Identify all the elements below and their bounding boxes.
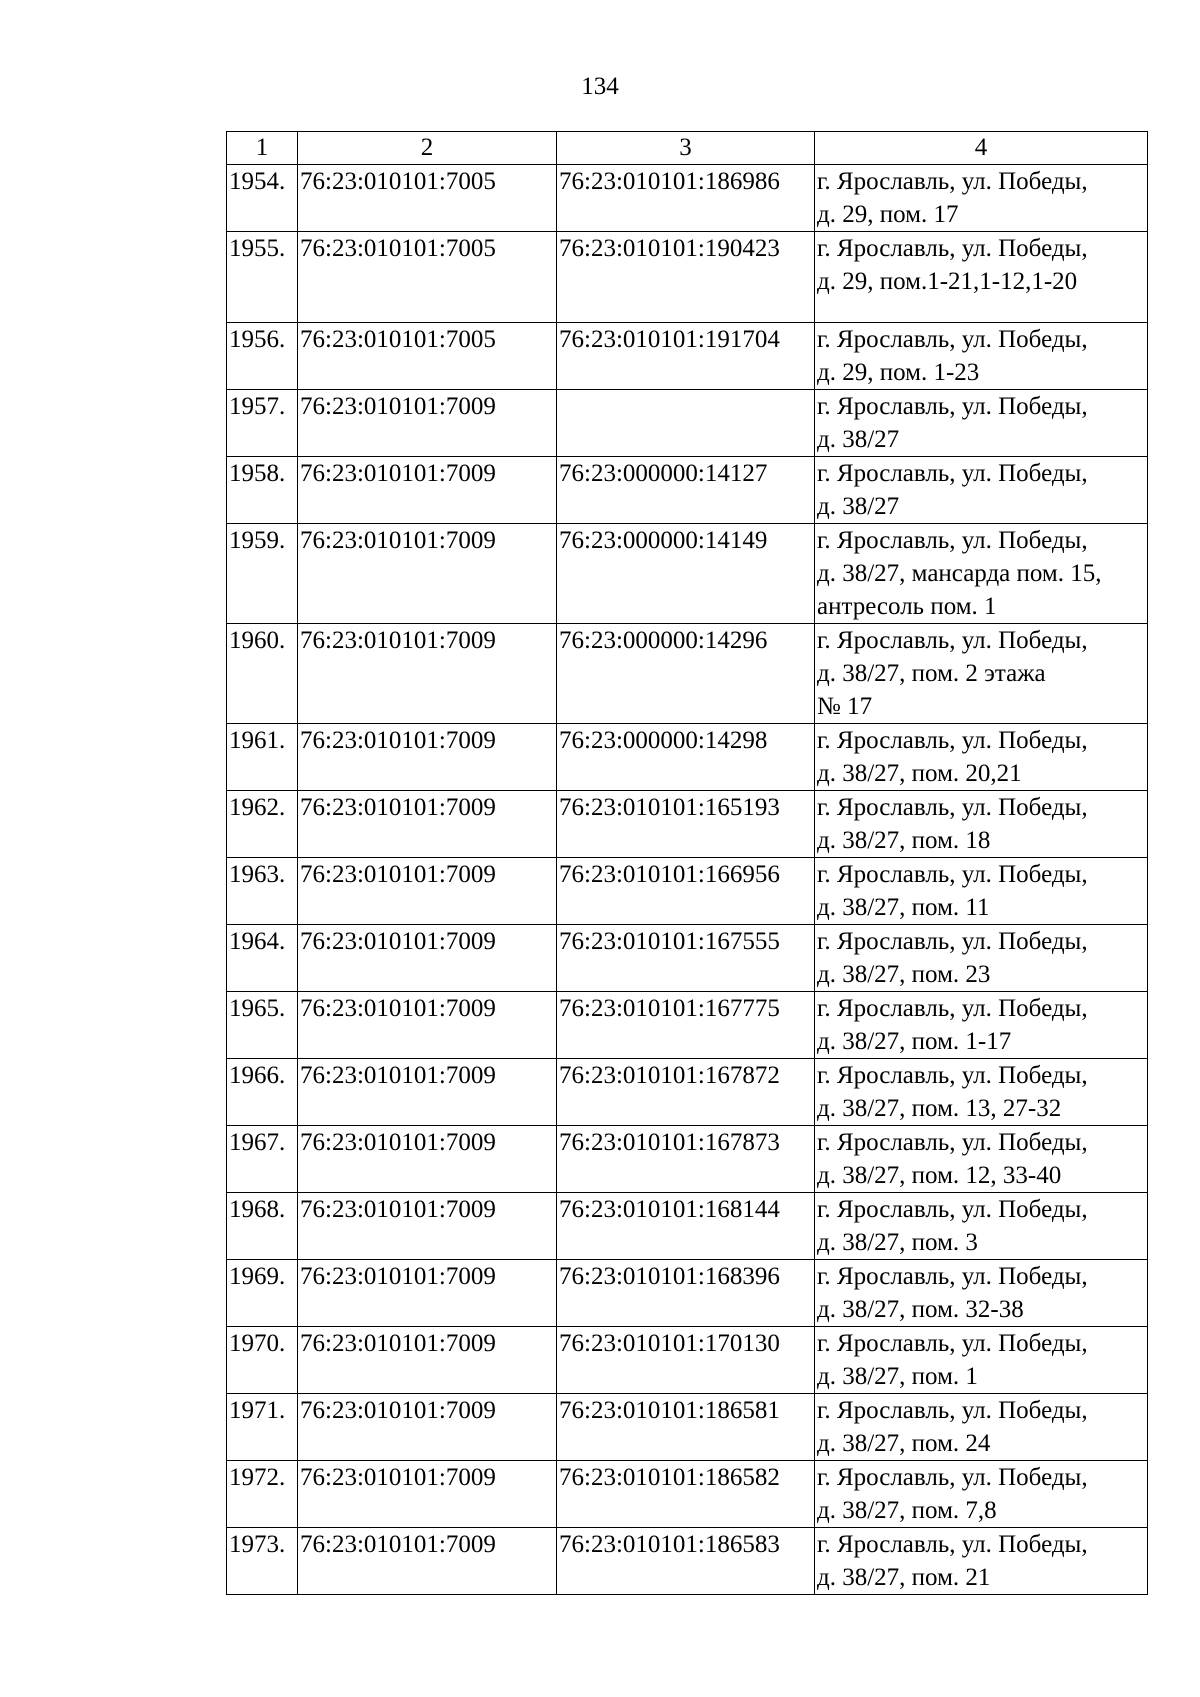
row-number-cell: 1957.	[227, 390, 298, 457]
address-line: г. Ярославль, ул. Победы,	[817, 460, 1088, 487]
header-row	[227, 132, 1148, 165]
land-plot-number-cell: 76:23:010101:7009	[298, 1327, 557, 1394]
row-number-cell: 1962.	[227, 791, 298, 858]
object-number-cell: 76:23:000000:14149	[557, 524, 815, 624]
land-plot-number-cell: 76:23:010101:7009	[298, 724, 557, 791]
land-plot-number-cell: 76:23:010101:7009	[298, 1126, 557, 1193]
address-line: д. 38/27, пом. 13, 27-32	[817, 1095, 1062, 1122]
land-plot-number-cell: 76:23:010101:7009	[298, 858, 557, 925]
address-line: г. Ярославль, ул. Победы,	[817, 168, 1088, 195]
table-row	[227, 858, 1148, 925]
object-number-cell: 76:23:010101:167555	[557, 925, 815, 992]
land-plot-number-cell: 76:23:010101:7009	[298, 1394, 557, 1461]
table-row	[227, 1327, 1148, 1394]
land-plot-number-cell: 76:23:010101:7009	[298, 1260, 557, 1327]
table-row	[227, 992, 1148, 1059]
address-line: д. 38/27, пом. 20,21	[817, 760, 1022, 787]
address-line: № 17	[817, 693, 873, 720]
table-row	[227, 1260, 1148, 1327]
address-line: г. Ярославль, ул. Победы,	[817, 1464, 1088, 1491]
address-line: г. Ярославль, ул. Победы,	[817, 326, 1088, 353]
address-line: г. Ярославль, ул. Победы,	[817, 1196, 1088, 1223]
table-row	[227, 1461, 1148, 1528]
address-cell	[815, 1260, 1148, 1327]
object-number-cell: 76:23:010101:166956	[557, 858, 815, 925]
address-line: г. Ярославль, ул. Победы,	[817, 1129, 1088, 1156]
land-plot-number-cell: 76:23:010101:7009	[298, 390, 557, 457]
address-cell	[815, 1528, 1148, 1595]
address-line: г. Ярославль, ул. Победы,	[817, 1531, 1088, 1558]
land-plot-number-cell: 76:23:010101:7009	[298, 524, 557, 624]
row-number-cell: 1963.	[227, 858, 298, 925]
row-number-cell: 1958.	[227, 457, 298, 524]
address-cell	[815, 724, 1148, 791]
column-header-4: 4	[815, 132, 1148, 165]
table-row	[227, 724, 1148, 791]
address-line: г. Ярославль, ул. Победы,	[817, 1330, 1088, 1357]
row-number-cell: 1960.	[227, 624, 298, 724]
object-number-cell: 76:23:010101:186583	[557, 1528, 815, 1595]
land-plot-number-cell: 76:23:010101:7009	[298, 1461, 557, 1528]
object-number-cell: 76:23:010101:168144	[557, 1193, 815, 1260]
address-cell	[815, 457, 1148, 524]
object-number-cell: 76:23:010101:167775	[557, 992, 815, 1059]
address-line: г. Ярославль, ул. Победы,	[817, 527, 1088, 554]
land-plot-number-cell: 76:23:010101:7005	[298, 165, 557, 232]
object-number-cell: 76:23:010101:186581	[557, 1394, 815, 1461]
land-plot-number-cell: 76:23:010101:7009	[298, 1059, 557, 1126]
row-number-cell: 1964.	[227, 925, 298, 992]
table-row	[227, 1193, 1148, 1260]
row-number-cell: 1956.	[227, 323, 298, 390]
address-cell	[815, 1059, 1148, 1126]
address-line: г. Ярославль, ул. Победы,	[817, 794, 1088, 821]
address-line: д. 38/27, пом. 1-17	[817, 1028, 1012, 1055]
land-plot-number-cell: 76:23:010101:7009	[298, 1528, 557, 1595]
table-row	[227, 791, 1148, 858]
column-header-1: 1	[227, 132, 298, 165]
column-header-2: 2	[298, 132, 557, 165]
table-header	[227, 132, 1148, 165]
table-row	[227, 457, 1148, 524]
table-row	[227, 390, 1148, 457]
address-line: г. Ярославль, ул. Победы,	[817, 1397, 1088, 1424]
object-number-cell: 76:23:010101:167873	[557, 1126, 815, 1193]
row-number-cell: 1972.	[227, 1461, 298, 1528]
object-number-cell: 76:23:000000:14296	[557, 624, 815, 724]
address-cell	[815, 1394, 1148, 1461]
address-line: г. Ярославль, ул. Победы,	[817, 627, 1088, 654]
row-number-cell: 1961.	[227, 724, 298, 791]
address-cell	[815, 858, 1148, 925]
address-line: д. 38/27, пом. 21	[817, 1564, 991, 1591]
land-plot-number-cell: 76:23:010101:7009	[298, 925, 557, 992]
row-number-cell: 1971.	[227, 1394, 298, 1461]
address-line: г. Ярославль, ул. Победы,	[817, 393, 1088, 420]
row-number-cell: 1967.	[227, 1126, 298, 1193]
object-number-cell: 76:23:010101:186986	[557, 165, 815, 232]
address-cell	[815, 323, 1148, 390]
address-line: д. 38/27, пом. 18	[817, 827, 991, 854]
object-number-cell: 76:23:010101:168396	[557, 1260, 815, 1327]
object-number-cell	[557, 390, 815, 457]
table-row	[227, 165, 1148, 232]
table-row	[227, 1528, 1148, 1595]
row-number-cell: 1955.	[227, 232, 298, 323]
row-number-cell: 1966.	[227, 1059, 298, 1126]
row-number-cell: 1973.	[227, 1528, 298, 1595]
table-row	[227, 524, 1148, 624]
address-line: антресоль пом. 1	[817, 593, 997, 620]
table-row	[227, 925, 1148, 992]
page-number: 134	[581, 73, 619, 100]
object-number-cell: 76:23:010101:165193	[557, 791, 815, 858]
table-row	[227, 232, 1148, 323]
row-number-cell: 1965.	[227, 992, 298, 1059]
table-row	[227, 1394, 1148, 1461]
address-line: д. 29, пом. 1-23	[817, 359, 980, 386]
land-plot-number-cell: 76:23:010101:7005	[298, 323, 557, 390]
address-cell	[815, 992, 1148, 1059]
address-line: д. 29, пом.1-21,1-12,1-20	[817, 268, 1078, 295]
land-plot-number-cell: 76:23:010101:7009	[298, 791, 557, 858]
address-cell	[815, 925, 1148, 992]
address-line: г. Ярославль, ул. Победы,	[817, 1062, 1088, 1089]
land-plot-number-cell: 76:23:010101:7009	[298, 1193, 557, 1260]
address-line: д. 38/27, пом. 11	[817, 894, 990, 921]
object-number-cell: 76:23:010101:167872	[557, 1059, 815, 1126]
address-line: г. Ярославль, ул. Победы,	[817, 235, 1088, 262]
address-cell	[815, 791, 1148, 858]
land-plot-number-cell: 76:23:010101:7005	[298, 232, 557, 323]
address-line: д. 38/27, пом. 2 этажа	[817, 660, 1046, 687]
address-line: г. Ярославль, ул. Победы,	[817, 861, 1088, 888]
row-number-cell: 1954.	[227, 165, 298, 232]
land-plot-number-cell: 76:23:010101:7009	[298, 457, 557, 524]
address-line: д. 38/27, пом. 12, 33-40	[817, 1162, 1062, 1189]
object-number-cell: 76:23:000000:14298	[557, 724, 815, 791]
address-cell	[815, 1461, 1148, 1528]
address-line: д. 38/27, мансарда пом. 15,	[817, 560, 1102, 587]
address-line: д. 38/27, пом. 24	[817, 1430, 991, 1457]
address-cell	[815, 524, 1148, 624]
address-line: д. 29, пом. 17	[817, 201, 959, 228]
address-line: д. 38/27, пом. 3	[817, 1229, 978, 1256]
table-row	[227, 323, 1148, 390]
row-number-cell: 1970.	[227, 1327, 298, 1394]
address-line: д. 38/27, пом. 7,8	[817, 1497, 997, 1524]
address-line: д. 38/27	[817, 493, 900, 520]
row-number-cell: 1959.	[227, 524, 298, 624]
address-cell	[815, 1126, 1148, 1193]
address-cell	[815, 624, 1148, 724]
address-line: д. 38/27, пом. 23	[817, 961, 991, 988]
column-header-3: 3	[557, 132, 815, 165]
address-line: г. Ярославль, ул. Победы,	[817, 727, 1088, 754]
address-line: г. Ярославль, ул. Победы,	[817, 928, 1088, 955]
row-number-cell: 1968.	[227, 1193, 298, 1260]
address-line: г. Ярославль, ул. Победы,	[817, 1263, 1088, 1290]
land-plot-number-cell: 76:23:010101:7009	[298, 992, 557, 1059]
table-row	[227, 1126, 1148, 1193]
table-row	[227, 624, 1148, 724]
address-cell	[815, 165, 1148, 232]
row-number-cell: 1969.	[227, 1260, 298, 1327]
address-line: г. Ярославль, ул. Победы,	[817, 995, 1088, 1022]
object-number-cell: 76:23:010101:190423	[557, 232, 815, 323]
address-cell	[815, 1193, 1148, 1260]
address-cell	[815, 390, 1148, 457]
address-line: д. 38/27, пом. 1	[817, 1363, 978, 1390]
land-plot-number-cell: 76:23:010101:7009	[298, 624, 557, 724]
table-row	[227, 1059, 1148, 1126]
object-number-cell: 76:23:000000:14127	[557, 457, 815, 524]
object-number-cell: 76:23:010101:191704	[557, 323, 815, 390]
address-cell	[815, 1327, 1148, 1394]
address-line: д. 38/27, пом. 32-38	[817, 1296, 1024, 1323]
address-line: д. 38/27	[817, 426, 900, 453]
table-body	[227, 165, 1148, 1595]
object-number-cell: 76:23:010101:170130	[557, 1327, 815, 1394]
address-cell	[815, 232, 1148, 323]
registry-table	[226, 131, 1148, 1595]
object-number-cell: 76:23:010101:186582	[557, 1461, 815, 1528]
